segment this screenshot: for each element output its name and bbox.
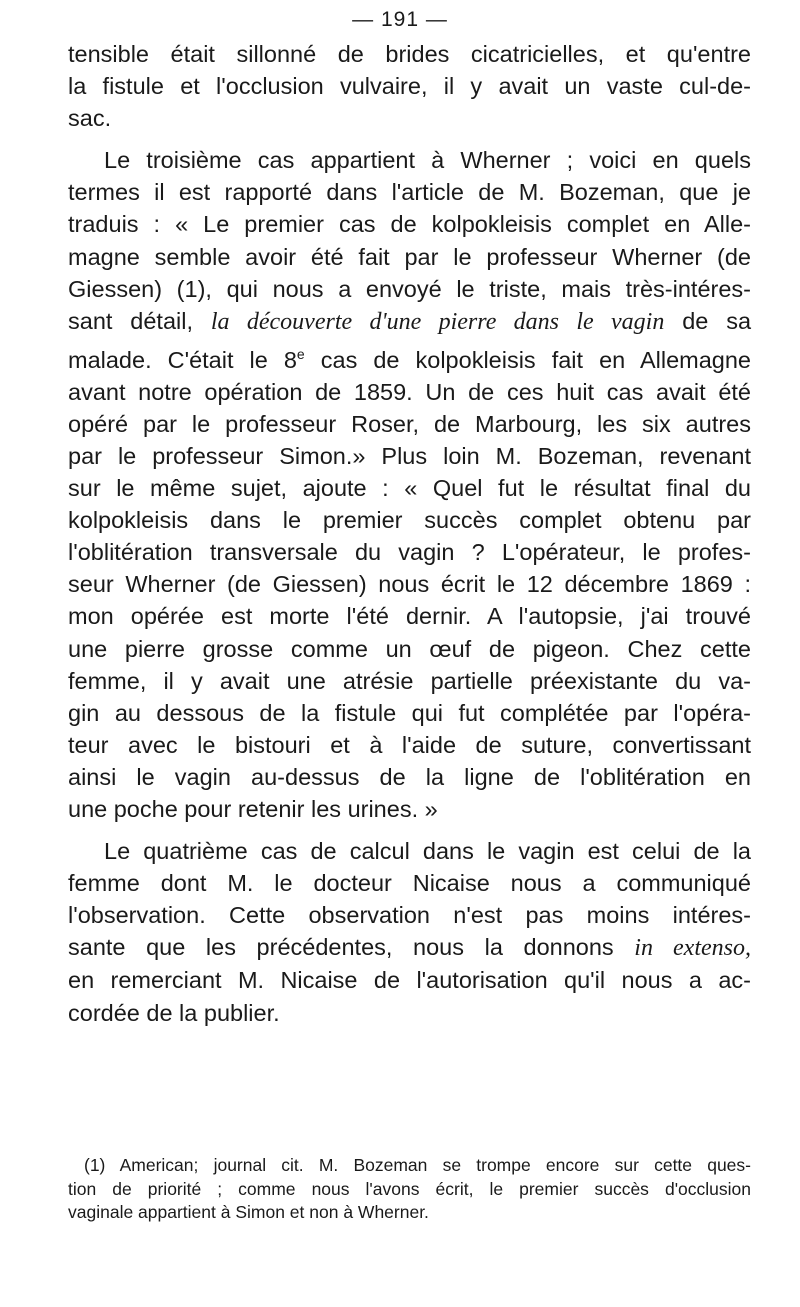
text-line: cordée de la publier.: [68, 999, 280, 1026]
footnote-line: tion de priorité ; comme nous l'avons écrit, le premier succès d'occlusion: [68, 1178, 751, 1199]
text-segment: malade. C'était le 8: [68, 346, 297, 373]
text-line: traduis : « Le premier cas de kolpokleisis complet en Alle-: [68, 211, 751, 238]
main-text: [68, 38, 751, 1029]
text-line: Giessen) (1), qui nous a envoyé le triste, mais très-intéres-: [68, 275, 751, 302]
text-line: la fistule et l'occlusion vulvaire, il y avait un vaste cul-de-: [68, 73, 751, 100]
text-line: en remerciant M. Nicaise de l'autorisation qu'il nous a ac-: [68, 967, 751, 994]
text-line: mon opérée est morte l'été dernir. A l'autopsie, j'ai trouvé: [68, 603, 751, 630]
text-segment: sante que les précédentes, nous la donnons: [68, 934, 614, 961]
text-line: teur avec le bistouri et à l'aide de suture, convertissant: [68, 731, 751, 758]
text-line: femme dont M. le docteur Nicaise nous a communiqué: [68, 870, 751, 897]
text-line: avant notre opération de 1859. Un de ces huit cas avait été: [68, 378, 751, 405]
paragraph-2: [68, 144, 751, 825]
text-line: sac.: [68, 105, 112, 132]
footnote: [68, 1154, 751, 1225]
text-line-mixed: [68, 338, 751, 376]
italic-phrase: in extenso,: [634, 935, 751, 962]
paragraph-1: [68, 38, 751, 134]
text-line: ainsi le vagin au-dessus de la ligne de l'oblitération en: [68, 763, 751, 790]
text-line: gin au dessous de la fistule qui fut complétée par l'opéra-: [68, 699, 751, 726]
text-line: Le troisième cas appartient à Wherner ; voici en quels: [104, 147, 751, 174]
text-line: une pierre grosse comme un œuf de pigeon. Chez cette: [68, 635, 751, 662]
text-line: kolpokleisis dans le premier succès complet obtenu par: [68, 507, 751, 534]
text-line: tensible était sillonné de brides cicatricielles, et qu'entre: [68, 41, 751, 67]
superscript: e: [296, 345, 305, 362]
text-line: par le professeur Simon.» Plus loin M. Bozeman, revenant: [68, 442, 751, 469]
italic-phrase: la découverte d'une pierre dans le vagin: [210, 308, 665, 335]
page-number: — 191 —: [352, 8, 448, 31]
text-line-mixed: [68, 931, 751, 964]
text-line: opéré par le professeur Roser, de Marbourg, les six autres: [68, 410, 751, 437]
text-line: sur le même sujet, ajoute : « Quel fut le résultat final du: [68, 475, 751, 502]
text-segment: cas de kolpokleisis fait en Allemagne: [320, 346, 751, 373]
text-line: femme, il y avait une atrésie partielle préexistante du va-: [68, 667, 751, 694]
text-line: seur Wherner (de Giessen) nous écrit le 12 décembre 1869 :: [68, 571, 751, 598]
paragraph-3: [68, 835, 751, 1029]
text-segment: sant détail,: [68, 307, 193, 334]
text-line: l'oblitération transversale du vagin ? L'opérateur, le profes-: [68, 539, 751, 566]
text-segment: sa: [726, 307, 752, 334]
text-line: une poche pour retenir les urines. »: [68, 795, 438, 822]
footnote-line: vaginale appartient à Simon et non à Wherner.: [68, 1202, 429, 1222]
text-line: Le quatrième cas de calcul dans le vagin est celui de la: [104, 838, 751, 865]
text-line: magne semble avoir été fait par le professeur Wherner (de: [68, 243, 751, 270]
text-line: termes il est rapporté dans l'article de M. Bozeman, que je: [68, 179, 751, 206]
text-line: l'observation. Cette observation n'est pas moins intéres-: [68, 902, 751, 929]
text-segment: de: [682, 307, 709, 334]
text-line-mixed: [68, 305, 751, 338]
footnote-line: (1) American; journal cit. M. Bozeman se trompe encore sur cette ques-: [84, 1155, 751, 1175]
